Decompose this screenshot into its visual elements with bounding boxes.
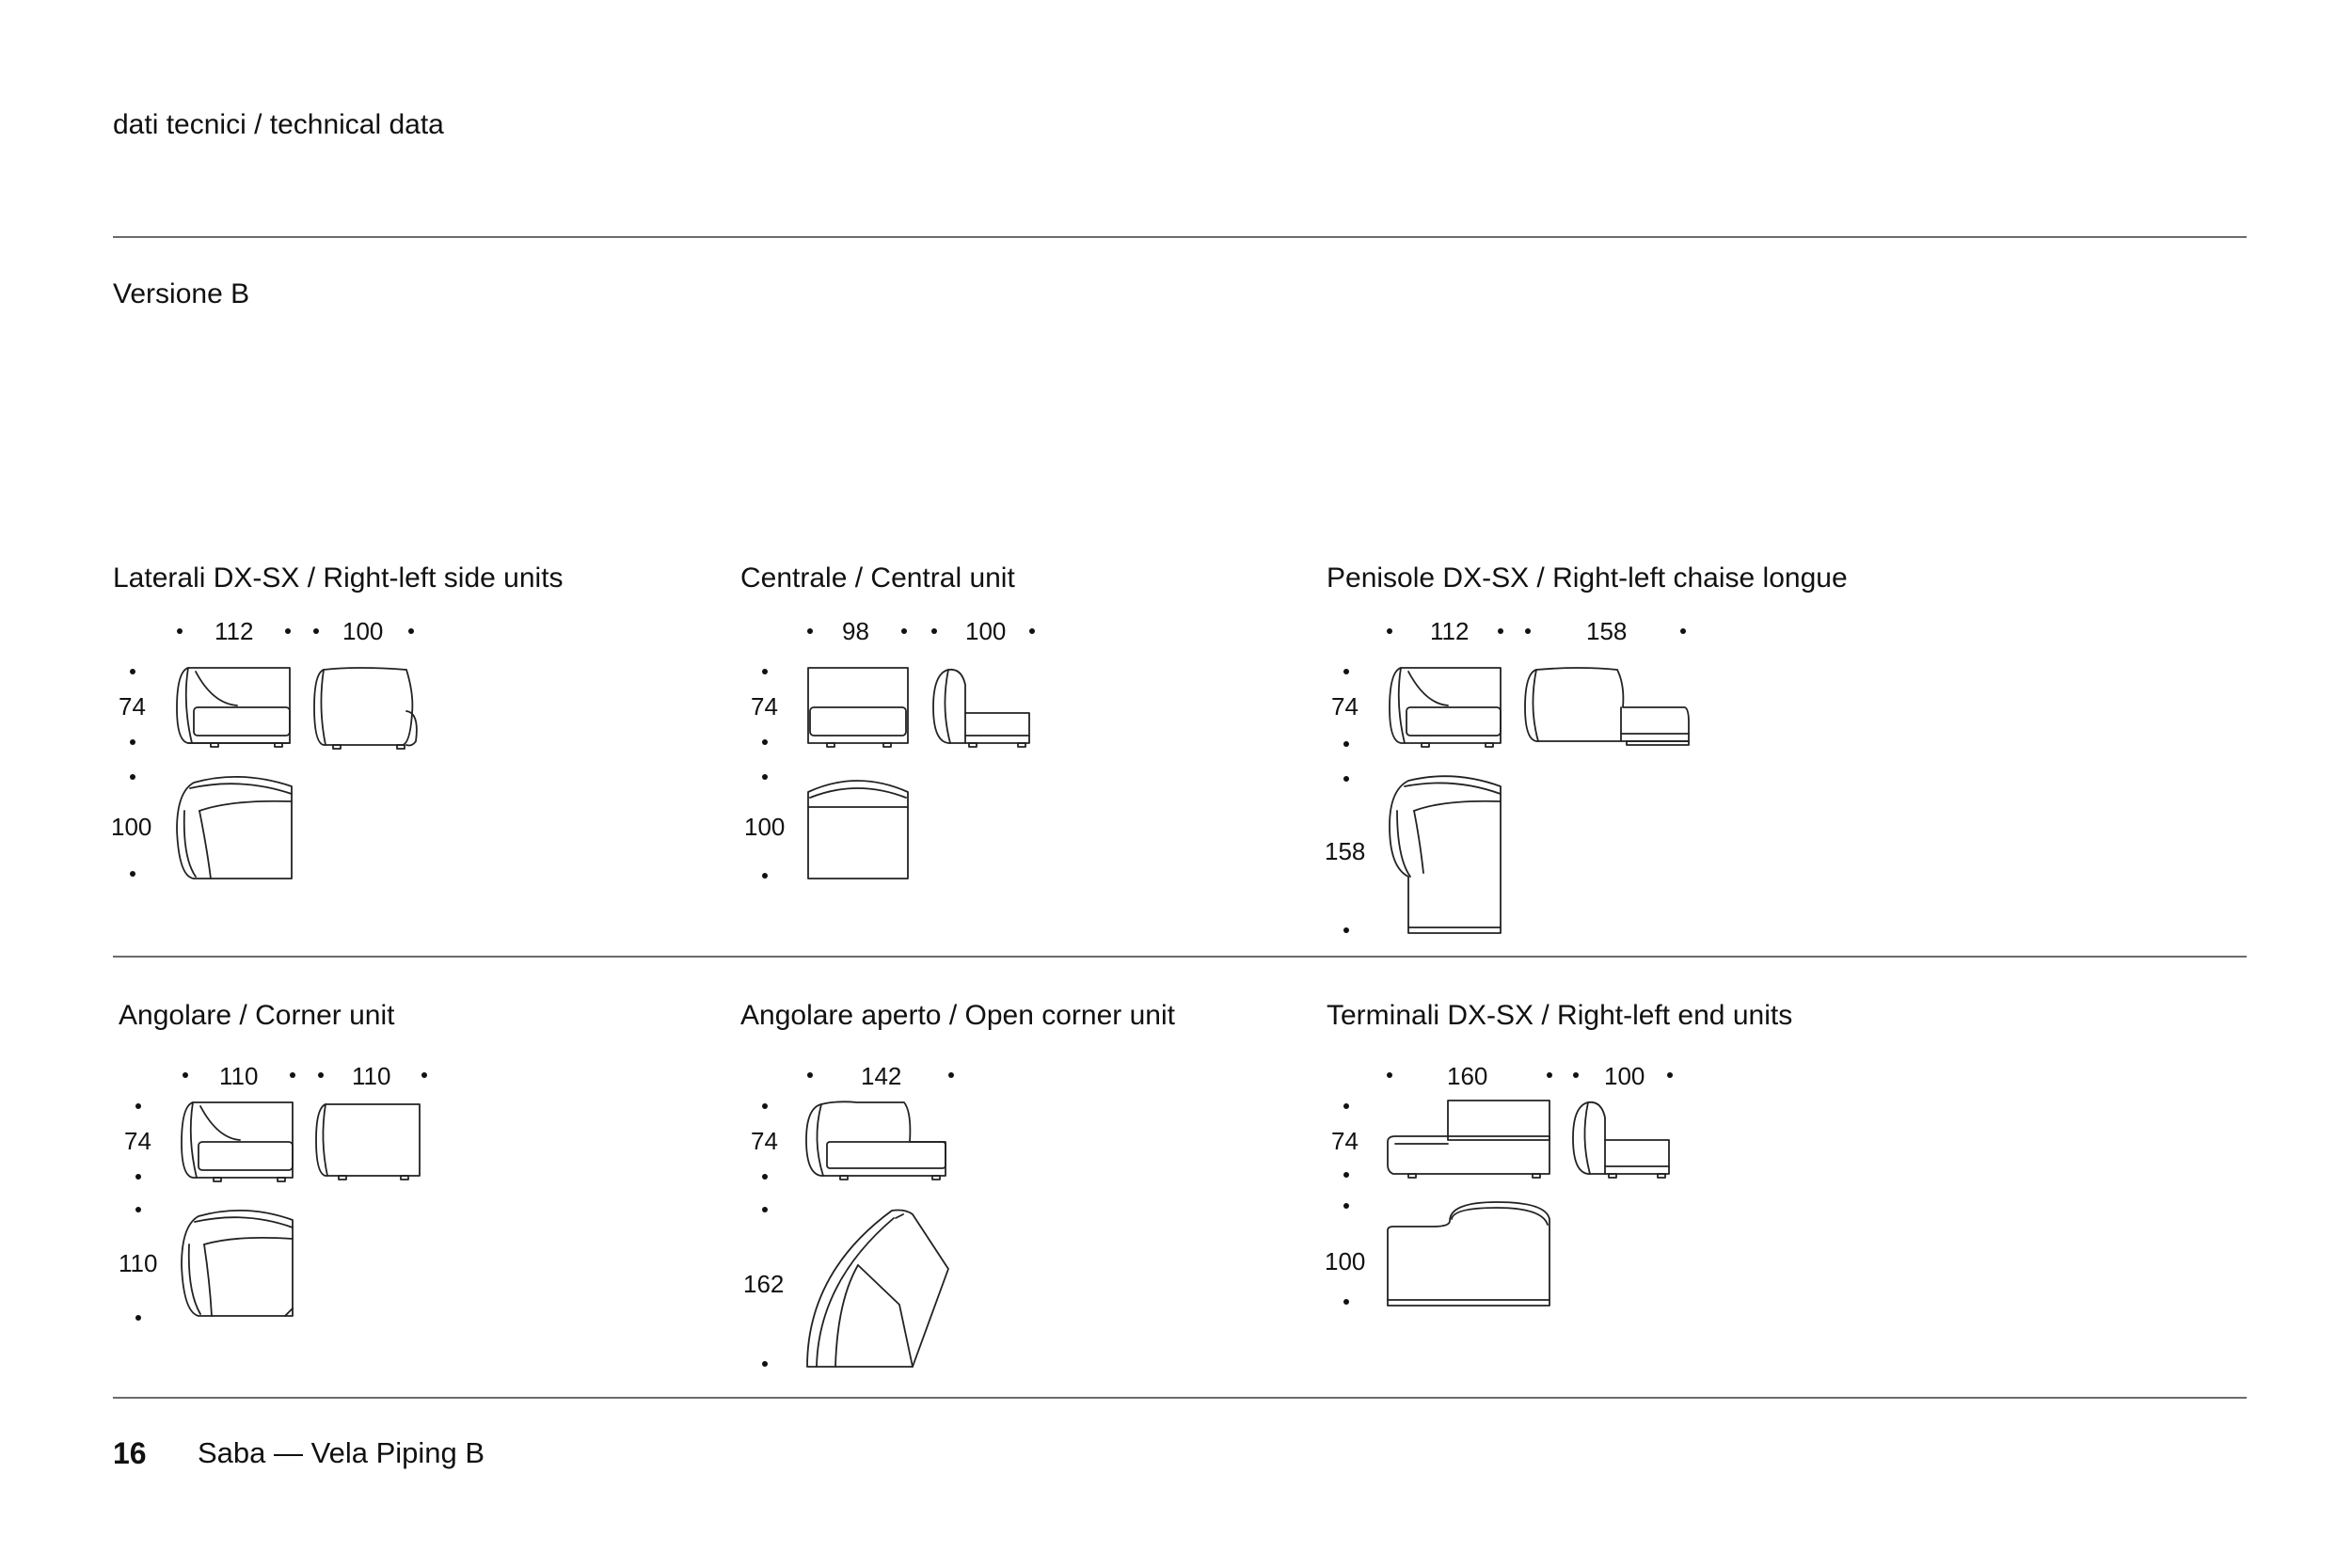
section-title: Terminali DX-SX / Right-left end units [1327,1000,1793,1031]
width-dimension: 112 [1430,617,1470,645]
width-dimension: 112 [215,617,254,645]
depth-dimension: 100 [744,813,786,841]
width-dimension: 100 [1604,1062,1645,1090]
dimension-dot [130,871,135,877]
dimension-dot [1547,1072,1552,1078]
dimension-dot [130,669,135,674]
dimension-dot [762,1361,768,1367]
dimension-dot [1343,741,1349,747]
end-unit-front-view [1386,1099,1553,1188]
height-dimension: 74 [1331,1127,1359,1155]
side-unit-top-view [175,773,297,887]
dimension-dot [762,669,768,674]
dimension-dot [1343,776,1349,782]
dimension-dot [901,628,907,634]
dimension-dot [762,1174,768,1180]
dimension-dot [931,628,937,634]
depth-dimension: 100 [1325,1247,1366,1275]
dimension-dot [1343,1299,1349,1305]
dimension-dot [318,1072,324,1078]
dimension-dot [1387,1072,1392,1078]
side-unit-side-view [312,666,416,755]
end-unit-top-view [1386,1202,1553,1312]
chaise-side-view [1523,666,1692,755]
footer-brand: Saba — Vela Piping B [198,1436,485,1469]
depth-dimension: 162 [743,1270,785,1298]
corner-unit-side-view [314,1101,427,1190]
chaise-front-view [1388,666,1504,755]
corner-unit-front-view [180,1101,296,1190]
divider-bottom [113,1397,2247,1399]
dimension-dot [948,1072,954,1078]
height-dimension: 74 [119,692,146,721]
central-unit-side-view [931,666,1035,755]
depth-dimension: 100 [111,813,152,841]
height-dimension: 74 [1331,692,1359,721]
divider-top [113,236,2247,238]
dimension-dot [135,1174,141,1180]
version-label: Versione B [113,278,250,309]
section-title: Angolare / Corner unit [119,1000,395,1031]
height-dimension: 74 [751,1127,778,1155]
dimension-dot [762,873,768,879]
dimension-dot [1343,1172,1349,1178]
side-unit-front-view [175,666,297,755]
section-title: Centrale / Central unit [740,562,1015,594]
dimension-dot [130,739,135,745]
section-title: Penisole DX-SX / Right-left chaise longue [1327,562,1848,594]
dimension-dot [762,739,768,745]
dimension-dot [1343,669,1349,674]
dimension-dot [807,1072,813,1078]
dimension-dot [130,774,135,780]
width-dimension: 100 [342,617,384,645]
dimension-dot [1387,628,1392,634]
dimension-dot [1680,628,1686,634]
dimension-dot [135,1207,141,1212]
chaise-top-view [1388,773,1504,943]
central-unit-top-view [806,773,912,887]
dimension-dot [1525,628,1531,634]
width-dimension: 98 [842,617,869,645]
dimension-dot [135,1103,141,1109]
height-dimension: 74 [751,692,778,721]
divider-middle [113,956,2247,958]
dimension-dot [1029,628,1035,634]
height-dimension: 74 [124,1127,151,1155]
width-dimension: 158 [1586,617,1628,645]
dimension-dot [285,628,291,634]
dimension-dot [183,1072,188,1078]
section-title: Angolare aperto / Open corner unit [740,1000,1175,1031]
dimension-dot [1343,1203,1349,1209]
width-dimension: 142 [861,1062,902,1090]
open-corner-front-view [804,1101,951,1190]
corner-unit-top-view [180,1207,296,1326]
dimension-dot [135,1315,141,1321]
width-dimension: 160 [1447,1062,1488,1090]
page-header: dati tecnici / technical data [113,109,444,140]
dimension-dot [177,628,183,634]
dimension-dot [762,1207,768,1212]
depth-dimension: 158 [1325,837,1366,865]
central-unit-front-view [806,666,912,755]
page-number: 16 [113,1436,147,1470]
width-dimension: 110 [219,1062,259,1090]
dimension-dot [1667,1072,1673,1078]
dimension-dot [408,628,414,634]
width-dimension: 110 [352,1062,391,1090]
dimension-dot [1343,1103,1349,1109]
section-title: Laterali DX-SX / Right-left side units [113,562,564,594]
open-corner-top-view [802,1207,952,1373]
dimension-dot [421,1072,427,1078]
depth-dimension: 110 [119,1249,158,1277]
dimension-dot [313,628,319,634]
dimension-dot [290,1072,295,1078]
dimension-dot [762,1103,768,1109]
dimension-dot [1343,927,1349,933]
dimension-dot [762,774,768,780]
end-unit-side-view [1571,1099,1675,1188]
width-dimension: 100 [965,617,1007,645]
dimension-dot [1573,1072,1579,1078]
dimension-dot [807,628,813,634]
dimension-dot [1498,628,1503,634]
